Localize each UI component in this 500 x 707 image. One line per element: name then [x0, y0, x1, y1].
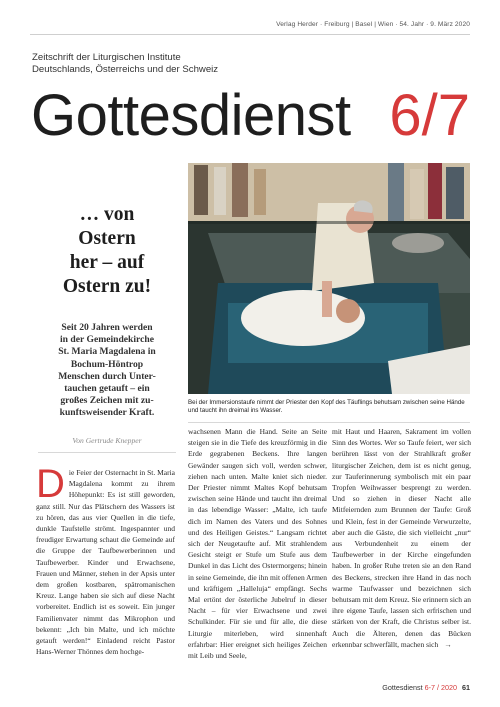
article-author: Von Gertrude Knepper	[72, 436, 142, 445]
footer-journal: Gottesdienst	[382, 683, 423, 692]
teaser-line: Menschen durch Unter-	[58, 370, 156, 382]
subtitle-line: Zeitschrift der Liturgischen Institute	[32, 52, 181, 63]
teaser-line: St. Maria Magdalena in	[58, 346, 156, 358]
page-footer	[382, 683, 470, 692]
headline-line: Ostern	[78, 228, 136, 249]
column-text: mit Haut und Haaren, Sakrament im vollen Sinn des Wortes. Wer so Taufe feiert, wer sich berühren lässt von der Strahlkraft großer liturgischer Zeichen, dem ist es nicht genug, zur Tauferinnerung symbolisch mit ein paar Tropfen Weihwasser besprengt zu werden. Und so ziehen in dieser Nacht alle Mitfeiernden zum Brunnen der Taufe: Groß und Klein, fest in der Gemeinde Verwurzelte, aber auch die Gäste, die sich vielleicht „nur“ aus Verbundenheit zu einem der Taufbewerber in der Kirche eingefunden haben. In großer Ruhe treten sie an den Rand des Beckens, strecken ihre Hand in das noch warme Taufwasser und bezeichnen sich behutsam mit dem Kreuz. Sie erinnern sich an ihre eigene Taufe, lassen sich erfrischen und stärken von der Kraft, die Christus selber ist. Auch die Älteren, denen das Bücken erkennbar schwerfällt, machen sich	[332, 427, 471, 649]
issue-number: 6/7	[389, 83, 470, 148]
subtitle-line: Deutschlands, Österreichs und der Schweiz	[32, 64, 219, 76]
teaser-line: Seit 20 Jahren werden	[61, 322, 153, 333]
teaser-line: großes Zeichen mit zu-	[60, 395, 154, 407]
footer-issue: 6-7 / 2020	[424, 683, 457, 692]
author-rule	[38, 452, 176, 453]
headline-line: Ostern zu!	[62, 276, 152, 297]
photo-caption: Bei der Immersionstaufe nimmt der Priester den Kopf des Täuflings behutsam zwischen seine Hände und taucht ihn dreimal ins Wasser.	[188, 399, 465, 414]
column-text: wachsenen Mann die Hand. Seite an Seite steigen sie in die Tiefe des kreuzförmig in die Erde gegrabenen Beckens. Ihre langen Gewänder saugen sich voll, werden schwer, ziehen nach unten. Malte kniet sich nieder. Der Priester nimmt Maltes Kopf behutsam zwischen seine Hände und taucht ihn dreimal in das lebendige Wasser: „Malte, ich taufe dich im Namen des Vaters und des Sohnes und des Heiligen Geistes.“ Langsam richtet sich der Neugetaufte auf. Mit strahlendem Gesicht steigt er Stufe um Stufe aus dem Dunkel in das Licht des Ostermorgens; hinein in seine Gemeinde, die ihn mit offenen Armen und kräftigem „Halleluja“ empfängt. Sechs Mal ertönt der österliche Jubelruf in dieser Nacht – für vier Erwachsene und zwei Schulkinder. Für sie und für alle, die diese Liturgie miterleben, wird sinnenhaft erfahrbar: Hier ereignet sich heiliges Zeichen mit Leib und Seele,	[188, 427, 327, 661]
article-column-1	[36, 462, 175, 657]
teaser-line: Bochum-Höntrop	[70, 358, 144, 370]
headline-line: her – auf	[69, 252, 145, 273]
header-rule	[30, 34, 470, 35]
teaser-line: kunftsweisender Kraft.	[59, 407, 155, 419]
article-column-2	[188, 426, 327, 661]
article-headline	[32, 203, 182, 299]
article-column-3	[332, 426, 471, 650]
column-text: ie Feier der Osternacht in St. Maria Magdalena kommt zu ihrem Höhepunkt: Es ist still geworden, ganz still. Nur das Plätschern des Wassers ist zu hören, das aus vier Quellen in die tiefe, dunkle Taufstelle strömt. Ingespannter und freudiger Erwartung schaut die Gemeinde auf die Gruppe der Taufbewerberinnen und Taufbewerber. Kinder und Erwachsene, Frauen und Männer, stehen in der Apsis unter dem großen kostbaren, spätromanischen Kreuz. Lange haben sie sich auf diese Nacht vorbereitet. Endlich ist es soweit. Ein junger Familienvater nimmt das Mikrophon und bekennt: „Ich bin Malte, und ich möchte getauft werden!“ Einladend reicht Pastor Hans-Werner Thönnes dem hochge-	[36, 468, 175, 657]
journal-subtitle	[32, 52, 218, 76]
teaser-line: tauchen getauft – ein	[64, 383, 150, 395]
caption-rule	[188, 422, 470, 423]
publisher-meta: Verlag Herder · Freiburg | Basel | Wien · 54. Jahr · 9. März 2020	[276, 21, 470, 28]
arrow-right-icon: →	[444, 639, 452, 649]
headline-line: … von	[79, 204, 135, 225]
teaser-line: in der Gemeindekirche	[60, 334, 154, 346]
masthead-title: Gottesdienst	[31, 83, 351, 148]
baptism-photo	[188, 163, 470, 394]
drop-cap: D	[36, 462, 65, 506]
page-number: 61	[462, 683, 470, 692]
article-teaser	[32, 322, 182, 420]
